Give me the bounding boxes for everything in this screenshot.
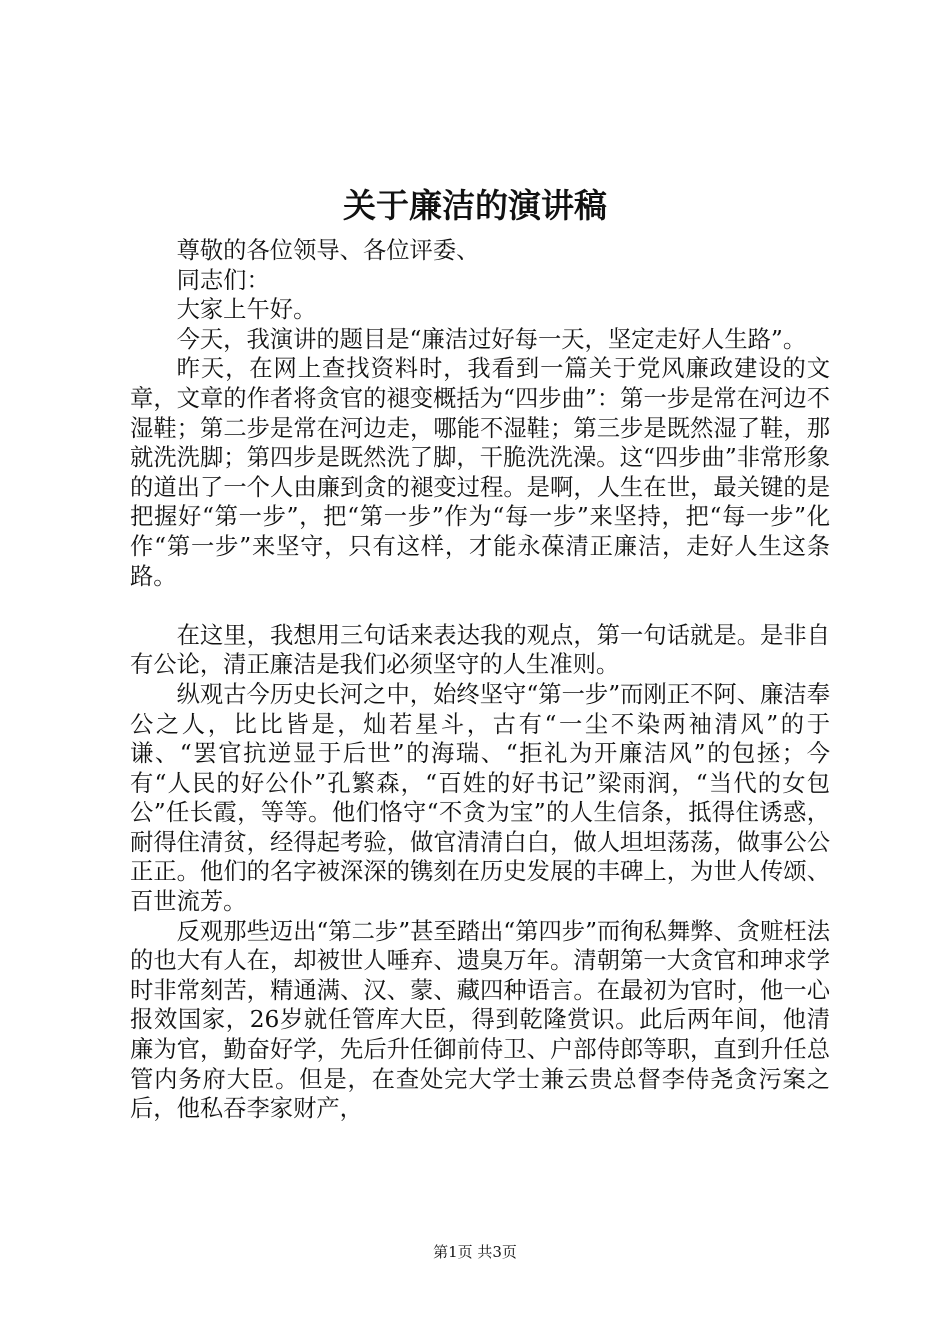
- document-body: [130, 236, 830, 1124]
- greeting-paragraph: 大家上午好。: [176, 296, 317, 324]
- body-paragraph: 纵观古今历史长河之中，始终坚守“第一步”而刚正不阿、廉洁奉公之人，比比皆是，灿若星斗，古有“一尘不染两袖清风”的于谦、“罢官抗逆显于后世”的海瑞、“拒礼为开廉洁风”的包拯；今有“人民的好公仆”孔繁森，“百姓的好书记”梁雨润，“当代的女包公”任长霞，等等。他们恪守“不贪为宝”的人生信条，抵得住诱惑，耐得住清贫，经得起考验，做官清清白白，做人坦坦荡荡，做事公公正正。他们的名字被深深的镌刻在历史发展的丰碑上，为世人传颂、百世流芳。: [130, 680, 830, 916]
- document-title: 关于廉洁的演讲稿: [343, 186, 607, 225]
- salutation-line: 尊敬的各位领导、各位评委、: [176, 237, 480, 264]
- topic-paragraph: 今天，我演讲的题目是“廉洁过好每一天，坚定走好人生路”。: [176, 325, 807, 353]
- salutation-line-2: 同志们：: [176, 266, 270, 294]
- paragraph-gap: [130, 591, 830, 621]
- body-paragraph: 昨天，在网上查找资料时，我看到一篇关于党风廉政建设的文章，文章的作者将贪官的褪变概括为“四步曲”：第一步是常在河边不湿鞋；第二步是常在河边走，哪能不湿鞋；第三步是既然湿了鞋，那就洗洗脚；第四步是既然洗了脚，干脆洗洗澡。这“四步曲”非常形象的道出了一个人由廉到贪的褪变过程。是啊，人生在世，最关键的是把握好“第一步”，把“第一步”作为“每一步”来坚持，把“每一步”化作“第一步”来坚守，只有这样，才能永葆清正廉洁，走好人生这条路。: [130, 355, 830, 590]
- page-footer: 第1页 共3页: [433, 1243, 517, 1261]
- body-paragraph: 反观那些迈出“第二步”甚至踏出“第四步”而徇私舞弊、贪赃枉法的也大有人在，却被世人唾弃、遗臭万年。清朝第一大贪官和珅求学时非常刻苦，精通满、汉、蒙、藏四种语言。在最初为官时，他一心报效国家，26岁就任管库大臣，得到乾隆赏识。此后两年间，他清廉为官，勤奋好学，先后升任御前侍卫、户部侍郎等职，直到升任总管内务府大臣。但是，在查处完大学士兼云贵总督李侍尧贪污案之后，他私吞李家财产，: [130, 917, 830, 1123]
- body-paragraph: 在这里，我想用三句话来表达我的观点，第一句话就是。是非自有公论，清正廉洁是我们必须坚守的人生准则。: [130, 621, 830, 679]
